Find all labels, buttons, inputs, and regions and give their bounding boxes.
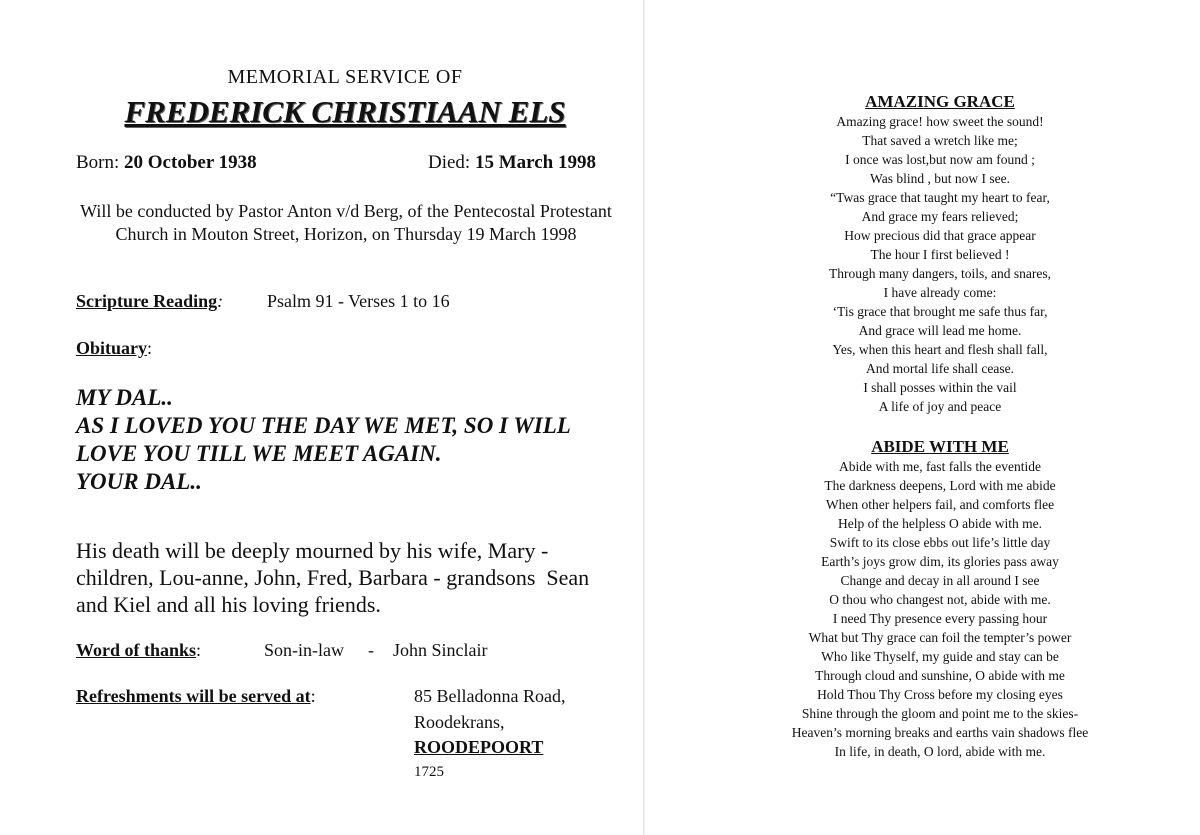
hymn-line: I need Thy presence every passing hour: [832, 611, 1048, 626]
obituary-colon: :: [147, 338, 153, 358]
hymn-line: Heaven’s morning breaks and earths vain shadows flee: [791, 725, 1089, 740]
hymn-line: What but Thy grace can foil the tempter’s power: [808, 630, 1072, 645]
hymn-lines: [640, 112, 1200, 416]
hymn-title: ABIDE WITH ME: [871, 437, 1009, 456]
service-details: Will be conducted by Pastor Anton v/d Berg, of the Pentecostal Protestant Church in Mouton Street, Horizon, on Thursday 19 March 1998: [80, 201, 612, 244]
refreshments-colon: :: [310, 686, 316, 706]
service-subtitle: MEMORIAL SERVICE OF: [227, 66, 463, 88]
hymn-line: I have already come:: [883, 285, 997, 300]
scripture-value: Psalm 91 - Verses 1 to 16: [267, 291, 450, 311]
hymn-line: Change and decay in all around I see: [840, 573, 1040, 588]
hymn-line: Earth’s joys grow dim, its glories pass away: [821, 554, 1059, 569]
hymn-line: “Twas grace that taught my heart to fear,: [830, 190, 1050, 205]
hymn-line: When other helpers fail, and comforts flee: [825, 497, 1055, 512]
hymn-line: And grace will lead me home.: [858, 323, 1022, 338]
hymn-abide-with-me: [640, 437, 1200, 761]
hymn-line: And mortal life shall cease.: [865, 361, 1015, 376]
hymn-line: That saved a wretch like me;: [862, 133, 1018, 148]
obituary-heading: [76, 338, 152, 359]
thanks-role: Son-in-law: [264, 640, 344, 660]
hymn-line: I shall posses within the vail: [863, 380, 1017, 395]
refreshments-heading: [76, 686, 316, 707]
hymn-lines: [640, 457, 1200, 761]
hymn-line: Yes, when this heart and flesh shall fall,: [832, 342, 1048, 357]
address-postal-code: 1725: [414, 764, 444, 780]
hymn-line: Through cloud and sunshine, O abide with me: [815, 668, 1065, 683]
hymn-line: The hour I first believed !: [870, 247, 1010, 262]
hymn-line: In life, in death, O lord, abide with me.: [834, 744, 1046, 759]
obituary-mourned: His death will be deeply mourned by his wife, Mary - children, Lou-anne, John, Fred, Barbara - grandsons Sean and Kiel and all his loving friends.: [76, 538, 590, 617]
hymn-line: Amazing grace! how sweet the sound!: [836, 114, 1044, 129]
scripture-heading: [76, 291, 223, 312]
hymn-line: Through many dangers, toils, and snares,: [829, 266, 1051, 281]
obituary-tribute: MY DAL.. AS I LOVED YOU THE DAY WE MET, SO I WILL LOVE YOU TILL WE MEET AGAIN. YOUR DAL..: [76, 385, 571, 494]
born-date: [76, 152, 257, 174]
hymn-line: How precious did that grace appear: [844, 228, 1036, 243]
scripture-colon: :: [217, 291, 224, 311]
address-line-2: Roodekrans,: [414, 712, 505, 732]
scripture-label: Scripture Reading: [76, 291, 218, 311]
hymn-line: Swift to its close ebbs out life’s little day: [829, 535, 1051, 550]
hymn-line: The darkness deepens, Lord with me abide: [824, 478, 1056, 493]
hymn-line: Hold Thou Thy Cross before my closing eyes: [817, 687, 1063, 702]
hymn-line: Shine through the gloom and point me to the skies-: [801, 706, 1079, 721]
thanks-dash: -: [368, 640, 374, 660]
died-date: [428, 152, 596, 174]
hymn-line: A life of joy and peace: [878, 399, 1002, 414]
born-value: 20 October 1938: [124, 152, 257, 173]
died-value: 15 March 1998: [474, 152, 596, 173]
hymn-line: And grace my fears relieved;: [861, 209, 1019, 224]
hymn-line: Abide with me, fast falls the eventide: [838, 459, 1042, 474]
refreshments-label: Refreshments will be served at: [76, 686, 311, 706]
address-city: ROODEPOORT: [414, 737, 544, 757]
thanks-heading: [76, 640, 201, 661]
died-label: Died:: [428, 152, 475, 173]
thanks-colon: :: [196, 640, 202, 660]
hymn-line: Who like Thyself, my guide and stay can be: [821, 649, 1059, 664]
hymn-line: ‘Tis grace that brought me safe thus far,: [832, 304, 1048, 319]
hymn-line: I once was lost,but now am found ;: [845, 152, 1035, 167]
hymn-line: Help of the helpless O abide with me.: [838, 516, 1042, 531]
hymn-title: AMAZING GRACE: [865, 92, 1015, 111]
born-label: Born:: [76, 152, 125, 173]
thanks-label: Word of thanks: [76, 640, 197, 660]
hymn-line: O thou who changest not, abide with me.: [829, 592, 1051, 607]
address-line-1: 85 Belladonna Road,: [414, 686, 566, 706]
obituary-label: Obituary: [76, 338, 148, 358]
thanks-name: John Sinclair: [393, 640, 488, 660]
hymn-line: Was blind , but now I see.: [870, 171, 1010, 186]
deceased-name: FREDERICK CHRISTIAAN ELS: [124, 94, 566, 129]
hymn-amazing-grace: [640, 92, 1200, 416]
